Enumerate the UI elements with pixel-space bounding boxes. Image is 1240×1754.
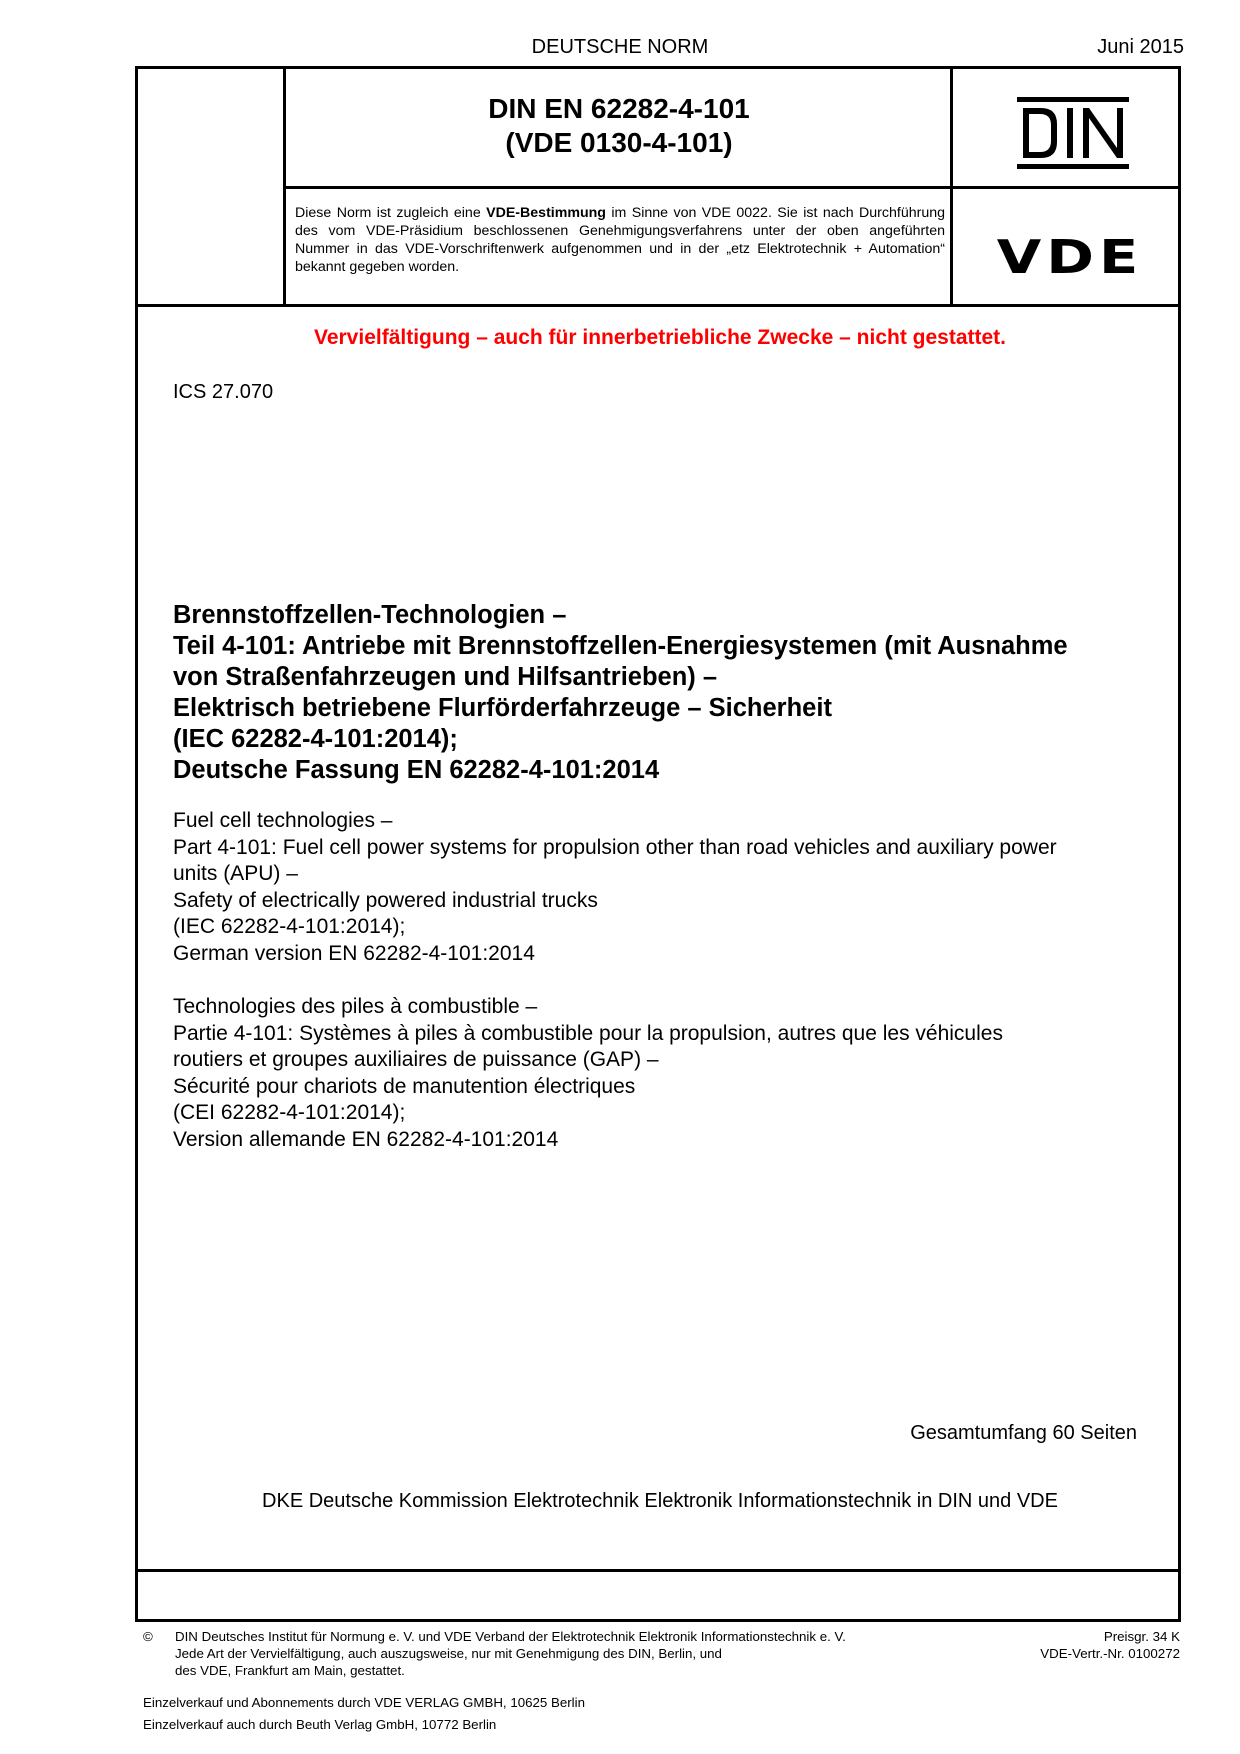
footer-price-info — [1040, 1628, 1180, 1662]
copyright-line: DIN Deutsches Institut für Normung e. V. und VDE Verband der Elektrotechnik Elektronik Informationstechnik e. V. — [175, 1629, 846, 1644]
title-french — [173, 994, 1163, 1153]
document-type-label: DEUTSCHE NORM — [531, 36, 709, 58]
copyright-line: des VDE, Frankfurt am Main, gestattet. — [175, 1663, 405, 1678]
title-de-line: (IEC 62282-4-101:2014); — [173, 725, 458, 753]
vde-note-part1: Diese Norm ist zugleich eine — [295, 205, 487, 221]
title-de-line: Brennstoffzellen-Technologien – — [173, 601, 567, 629]
standard-number — [286, 92, 952, 160]
sales-line: Einzelverkauf und Abonnements durch VDE VERLAG GMBH, 10625 Berlin — [143, 1695, 585, 1710]
title-de-line: Deutsche Fassung EN 62282-4-101:2014 — [173, 756, 660, 784]
frame-divider-header — [138, 304, 1178, 307]
title-en-line: Part 4-101: Fuel cell power systems for propulsion other than road vehicles and auxiliary power — [173, 835, 1057, 859]
title-fr-line: Partie 4-101: Systèmes à piles à combustible pour la propulsion, autres que les véhicules — [173, 1021, 1003, 1045]
title-fr-line: (CEI 62282-4-101:2014); — [173, 1101, 406, 1124]
title-en-line: Fuel cell technologies – — [173, 809, 393, 832]
price-group: Preisgr. 34 K — [1103, 1629, 1180, 1644]
title-fr-line: routiers et groupes auxiliaires de puissance (GAP) – — [173, 1048, 659, 1071]
title-german — [173, 600, 1163, 786]
title-de-line: Teil 4-101: Antriebe mit Brennstoffzellen-Energiesystemen (mit Ausnahme — [173, 632, 1068, 660]
copyright-line: Jede Art der Vervielfältigung, auch auszugsweise, nur mit Genehmigung des DIN, Berlin, und — [175, 1646, 722, 1661]
vde-note-bold: VDE-Bestimmung — [486, 205, 606, 221]
vde-sales-number: VDE-Vertr.-Nr. 0100272 — [1040, 1646, 1180, 1661]
footer-copyright — [143, 1628, 923, 1679]
dke-committee: DKE Deutsche Kommission Elektrotechnik Elektronik Informationstechnik in DIN und VDE — [262, 1490, 1058, 1512]
publication-date: Juni 2015 — [1097, 36, 1184, 58]
title-en-line: (IEC 62282-4-101:2014); — [173, 915, 406, 938]
frame-divider-footer — [138, 1569, 1178, 1572]
footer-sales — [143, 1692, 585, 1736]
copyright-icon: © — [143, 1629, 153, 1644]
copy-warning: Vervielfältigung – auch für innerbetriebliche Zwecke – nicht gestattet. — [313, 326, 1006, 349]
vde-number: (VDE 0130-4-101) — [505, 127, 733, 158]
sales-line: Einzelverkauf auch durch Beuth Verlag GmbH, 10772 Berlin — [143, 1717, 497, 1732]
din-number: DIN EN 62282-4-101 — [488, 93, 750, 124]
title-fr-line: Technologies des piles à combustible – — [173, 995, 538, 1018]
title-fr-line: Sécurité pour chariots de manutention électriques — [173, 1074, 636, 1098]
vde-regulation-note — [295, 204, 945, 276]
vde-logo: VDE — [996, 230, 1144, 284]
frame-divider-row — [283, 186, 1181, 189]
total-pages: Gesamtumfang 60 Seiten — [910, 1422, 1137, 1444]
title-fr-line: Version allemande EN 62282-4-101:2014 — [173, 1127, 559, 1151]
title-english — [173, 808, 1163, 967]
title-en-line: Safety of electrically powered industrial trucks — [173, 888, 598, 912]
title-en-line: German version EN 62282-4-101:2014 — [173, 941, 535, 965]
ics-code: ICS 27.070 — [173, 381, 274, 403]
title-de-line: von Straßenfahrzeugen und Hilfsantrieben) – — [173, 663, 718, 691]
vde-note-part2: im Sinne von VDE 0022. Sie ist nach Durchführung des vom VDE-Präsidium beschlossenen Genehmigungsverfahrens unter der oben angeführten Nummer in das VDE-Vorschriftenwerk aufgenommen und in der „etz Elektrotechnik + Automation“ bekannt gegeben worden. — [295, 205, 946, 275]
title-de-line: Elektrisch betriebene Flurförderfahrzeuge – Sicherheit — [173, 694, 832, 722]
din-logo — [1017, 97, 1129, 169]
title-en-line: units (APU) – — [173, 862, 298, 885]
